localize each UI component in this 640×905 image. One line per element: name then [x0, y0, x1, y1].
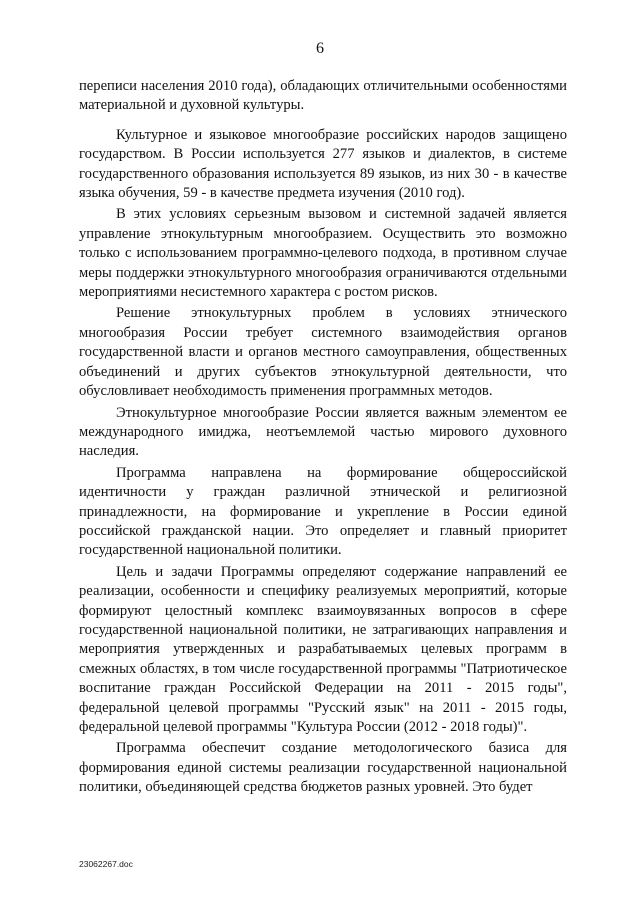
paragraph: Этнокультурное многообразие России является важным элементом ее международного имиджа, неотъемлемой частью мирового духовного наследия. — [79, 404, 567, 460]
paragraph-continuation: переписи населения 2010 года), обладающих отличительными особенностями материальной и духовной культуры. — [79, 78, 567, 114]
paragraph: Цель и задачи Программы определяют содержание направлений ее реализации, особенности и специфику реализуемых мероприятий, которые формируют целостный комплекс взаимоувязанных вопросов в сфере государственной национальной политики, не затрагивающих направления и мероприятия утвержденных и разрабатываемых целевых программ в смежных областях, в том числе государственной программы "Патриотическое воспитание граждан Российской Федерации на 2011 - 2015 годы", федеральной целевой программы "Русский язык" на 2011 - 2015 годы, федеральной целевой программы "Культура России (2012 - 2018 годы)". — [79, 563, 567, 735]
paragraph: Культурное и языковое многообразие российских народов защищено государством. В России используется 277 языков и диалектов, в системе государственного образования используется 89 языков, из них 30 - в качестве языка обучения, 59 - в качестве предмета изучения (2010 год). — [79, 126, 567, 202]
paragraph: Программа обеспечит создание методологического базиса для формирования единой системы реализации государственной национальной политики, объединяющей средства бюджетов разных уровней. Это будет — [79, 740, 567, 796]
paragraph: В этих условиях серьезным вызовом и системной задачей является управление этнокультурным многообразием. Осуществить это возможно только с использованием программно-целевого подхода, в противном случае меры поддержки этнокультурного многообразия ограничиваются отдельными мероприятиями несистемного характера с ростом рисков. — [79, 206, 567, 301]
page-number: 6 — [316, 40, 324, 57]
paragraph: Решение этнокультурных проблем в условиях этнического многообразия России требует системного взаимодействия органов государственной власти и органов местного самоуправления, общественных объединений и других субъектов этнокультурной деятельности, что обусловливает необходимость применения программных методов. — [79, 305, 567, 400]
document-body — [79, 77, 567, 800]
document-filename-footer: 23062267.doc — [79, 859, 133, 869]
paragraph: Программа направлена на формирование общероссийской идентичности у граждан различной этнической и религиозной принадлежности, на формирование и укрепление в России единой российской гражданской нации. Это определяет и главный приоритет государственной национальной политики. — [79, 464, 567, 559]
